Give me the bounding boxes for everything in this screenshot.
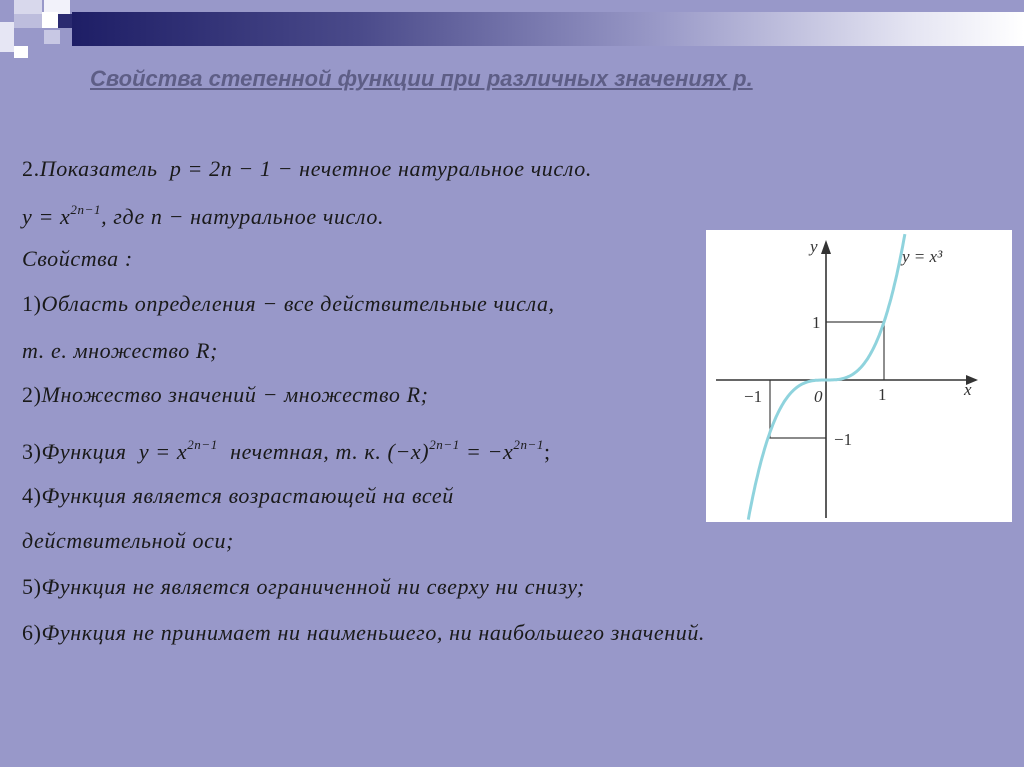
text-line-9: действительной оси;: [22, 528, 234, 553]
text-line-11: 6)Функция не принимает ни наименьшего, ни наибольшего значений.: [22, 620, 706, 645]
tick-label-y-minus-1: −1: [834, 430, 853, 449]
tick-label-y-1: 1: [812, 313, 821, 332]
tick-label-x-minus-1: −1: [744, 387, 763, 406]
decor-square: [14, 46, 28, 58]
header-gradient-bar: [72, 12, 1024, 46]
text-line-1: 2.Показатель p = 2n − 1 − нечетное натуральное число.: [22, 156, 592, 181]
text-line-7: 3)Функция $y = x^{2n-1}$ нечетная, т. к. $(-x)^{2n-1} = -x^{2n-1}$;: [22, 437, 551, 464]
decor-square: [0, 22, 14, 52]
curve-label: y = x³: [902, 247, 943, 266]
text-line-8: 4)Функция является возрастающей на всей: [22, 483, 454, 508]
decor-square: [14, 0, 42, 14]
cubic-graph-svg: [706, 230, 1012, 522]
cubic-graph-figure: [706, 230, 1012, 522]
text-line-5: т. е. множество R;: [22, 338, 218, 363]
y-axis-label: y: [810, 237, 818, 256]
text-line-10: 5)Функция не является ограниченной ни сверху ни снизу;: [22, 574, 585, 599]
decor-square: [58, 14, 72, 28]
decor-square: [14, 14, 42, 28]
x-axis-label: x: [964, 380, 972, 399]
text-line-6: 2)Множество значений − множество R;: [22, 382, 429, 407]
origin-label: 0: [814, 387, 823, 406]
text-line-3: Свойства :: [22, 246, 133, 271]
text-line-2: $y = x^{2n-1}$, где n − натуральное число.: [22, 202, 385, 229]
slide-title: Свойства степенной функции при различных значениях р.: [90, 66, 753, 91]
tick-label-x-1: 1: [878, 385, 887, 404]
decor-square: [42, 12, 58, 28]
text-line-4: 1)Область определения − все действительные числа,: [22, 291, 555, 316]
decor-square: [44, 30, 60, 44]
y-axis-arrow: [821, 240, 831, 254]
